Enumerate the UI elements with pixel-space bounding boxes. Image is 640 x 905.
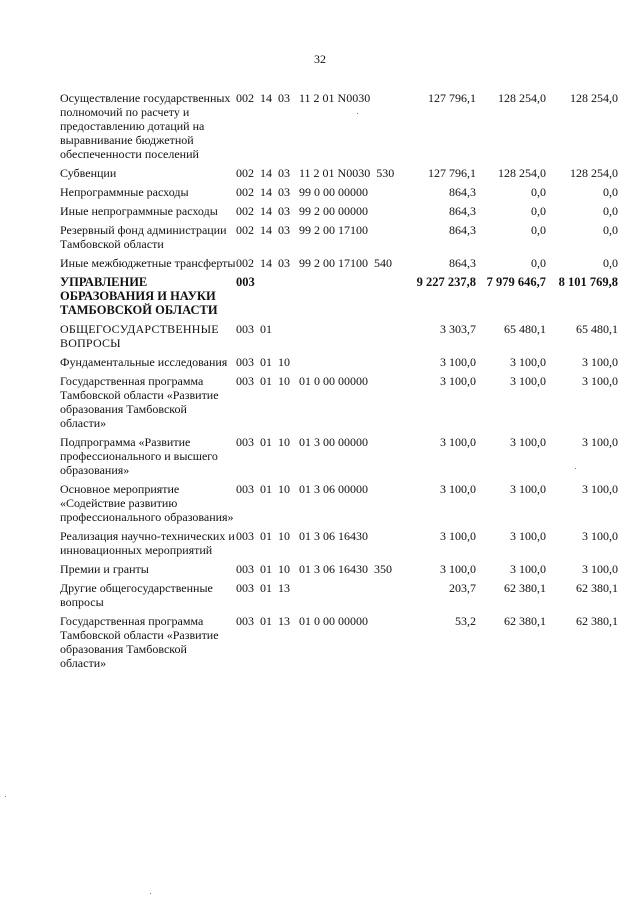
row-value-year3: 3 100,0 [582, 529, 618, 543]
row-code: 003 [236, 275, 255, 289]
row-name: Иные межбюджетные трансферты [60, 256, 236, 270]
table-row [60, 524, 618, 557]
row-value-year3: 0,0 [603, 204, 618, 218]
row-value-year1: 3 303,7 [440, 322, 476, 336]
row-name: Государственная программа Тамбовской области «Развитие образования Тамбовской области» [60, 614, 219, 670]
row-value-year3: 128 254,0 [570, 91, 618, 105]
row-value-year3: 128 254,0 [570, 166, 618, 180]
table-row [60, 317, 618, 350]
row-value-year1: 203,7 [449, 581, 476, 595]
row-code: 003 01 10 01 0 00 00000 [236, 374, 368, 388]
row-value-year3: 3 100,0 [582, 562, 618, 576]
row-code: 002 14 03 99 2 00 00000 [236, 204, 368, 218]
row-value-year2: 128 254,0 [498, 91, 546, 105]
row-value-year3: 62 380,1 [576, 614, 618, 628]
row-value-year1: 127 796,1 [428, 166, 476, 180]
row-code: 002 14 03 99 2 00 17100 [236, 223, 368, 237]
row-name: Другие общегосударственные вопросы [60, 581, 213, 609]
row-name: Субвенции [60, 166, 117, 180]
row-value-year1: 53,2 [455, 614, 476, 628]
table-row [60, 270, 618, 317]
scan-speck [150, 893, 151, 894]
table-row [60, 477, 618, 524]
row-value-year1: 864,3 [449, 204, 476, 218]
row-value-year2: 0,0 [531, 256, 546, 270]
table-row [60, 609, 618, 670]
row-value-year3: 0,0 [603, 256, 618, 270]
row-code: 002 14 03 11 2 01 N0030 [236, 91, 371, 105]
row-code: 002 14 03 99 2 00 17100 540 [236, 256, 392, 270]
row-code: 003 01 10 01 3 06 16430 350 [236, 562, 392, 576]
row-value-year3: 0,0 [603, 185, 618, 199]
table-row [60, 251, 618, 270]
table-row [60, 369, 618, 430]
row-code: 003 01 10 01 3 06 00000 [236, 482, 368, 496]
row-value-year3: 3 100,0 [582, 374, 618, 388]
table-row [60, 199, 618, 218]
row-value-year1: 864,3 [449, 256, 476, 270]
row-value-year1: 3 100,0 [440, 562, 476, 576]
row-name: Государственная программа Тамбовской области «Развитие образования Тамбовской области» [60, 374, 219, 430]
scan-speck [357, 113, 358, 114]
row-value-year2: 3 100,0 [510, 562, 546, 576]
table-row [60, 576, 618, 609]
row-code: 002 14 03 11 2 01 N0030 530 [236, 166, 395, 180]
row-value-year2: 62 380,1 [504, 614, 546, 628]
row-value-year2: 3 100,0 [510, 482, 546, 496]
row-value-year2: 0,0 [531, 204, 546, 218]
budget-table-body [60, 86, 618, 670]
row-name: УПРАВЛЕНИЕ ОБРАЗОВАНИЯ И НАУКИ ТАМБОВСКОЙ ОБЛАСТИ [60, 275, 218, 317]
row-value-year1: 3 100,0 [440, 529, 476, 543]
row-value-year2: 7 979 646,7 [486, 275, 546, 289]
row-value-year3: 8 101 769,8 [558, 275, 618, 289]
row-name: Осуществление государственных полномочий по расчету и предоставлению дотаций на выравнивание бюджетной обеспеченности поселений [60, 91, 231, 161]
row-value-year1: 9 227 237,8 [416, 275, 476, 289]
row-value-year2: 128 254,0 [498, 166, 546, 180]
page-number: 32 [314, 52, 326, 66]
row-name: Иные непрограммные расходы [60, 204, 218, 218]
row-value-year2: 0,0 [531, 185, 546, 199]
row-value-year3: 3 100,0 [582, 435, 618, 449]
row-value-year2: 65 480,1 [504, 322, 546, 336]
row-name: Реализация научно-технических и инновационных мероприятий [60, 529, 235, 557]
table-row [60, 161, 618, 180]
row-value-year3: 62 380,1 [576, 581, 618, 595]
budget-table [60, 86, 618, 670]
row-code: 003 01 10 01 3 00 00000 [236, 435, 368, 449]
row-value-year2: 3 100,0 [510, 355, 546, 369]
row-name: Непрограммные расходы [60, 185, 189, 199]
table-row [60, 180, 618, 199]
row-name: Премии и гранты [60, 562, 149, 576]
row-value-year1: 864,3 [449, 185, 476, 199]
table-row [60, 350, 618, 369]
row-value-year2: 3 100,0 [510, 374, 546, 388]
row-code: 002 14 03 99 0 00 00000 [236, 185, 368, 199]
table-row [60, 557, 618, 576]
row-value-year3: 3 100,0 [582, 355, 618, 369]
row-code: 003 01 10 01 3 06 16430 [236, 529, 368, 543]
table-row [60, 218, 618, 251]
row-name: Основное мероприятие «Содействие развитию профессионального образования» [60, 482, 234, 524]
scan-speck [5, 796, 6, 797]
row-value-year2: 3 100,0 [510, 529, 546, 543]
row-value-year2: 62 380,1 [504, 581, 546, 595]
row-value-year3: 65 480,1 [576, 322, 618, 336]
row-value-year1: 3 100,0 [440, 435, 476, 449]
row-value-year2: 0,0 [531, 223, 546, 237]
row-value-year3: 0,0 [603, 223, 618, 237]
table-row [60, 86, 618, 161]
row-name: Фундаментальные исследования [60, 355, 228, 369]
row-code: 003 01 [236, 322, 272, 336]
row-name: ОБЩЕГОСУДАРСТВЕННЫЕ ВОПРОСЫ [60, 322, 219, 350]
row-name: Резервный фонд администрации Тамбовской области [60, 223, 227, 251]
row-code: 003 01 13 [236, 581, 290, 595]
row-value-year1: 3 100,0 [440, 374, 476, 388]
row-value-year3: 3 100,0 [582, 482, 618, 496]
row-value-year2: 3 100,0 [510, 435, 546, 449]
row-code: 003 01 10 [236, 355, 290, 369]
row-value-year1: 864,3 [449, 223, 476, 237]
row-value-year1: 127 796,1 [428, 91, 476, 105]
row-name: Подпрограмма «Развитие профессионального и высшего образования» [60, 435, 218, 477]
row-value-year1: 3 100,0 [440, 355, 476, 369]
row-code: 003 01 13 01 0 00 00000 [236, 614, 368, 628]
table-row [60, 430, 618, 477]
scan-speck [575, 468, 576, 469]
row-value-year1: 3 100,0 [440, 482, 476, 496]
